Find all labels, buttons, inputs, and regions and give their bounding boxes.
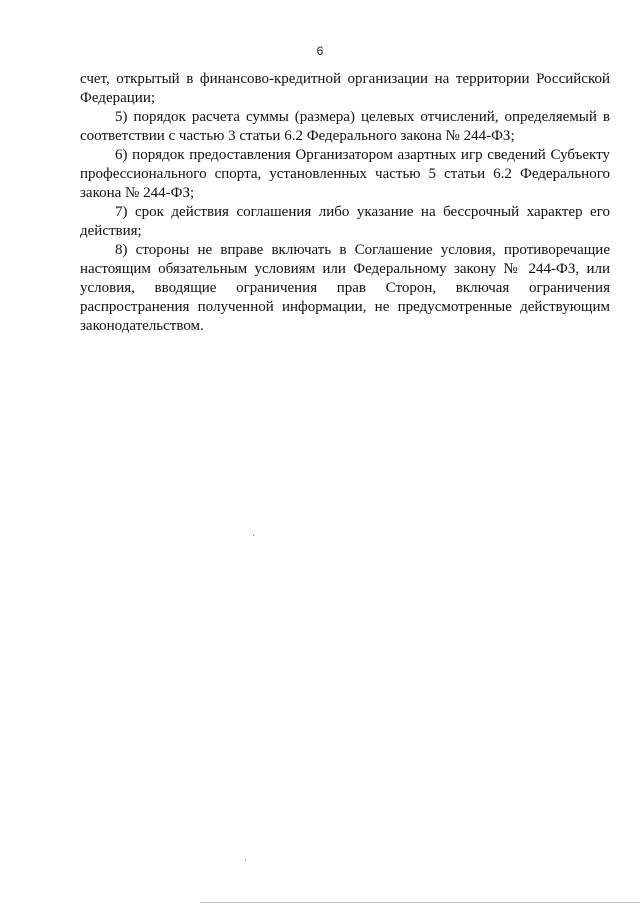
paragraph-item-8: 8) стороны не вправе включать в Соглашение условия, противоречащие настоящим обязательным условиям или Федеральному закону № 244-ФЗ, или условия, вводящие ограничения прав Сторон, включая ограничения распространения полученной информации, не предусмотренные действующим законодательством.: [80, 242, 610, 334]
scan-edge-line: [200, 902, 640, 903]
paragraph-item-7: 7) срок действия соглашения либо указание на бессрочный характер его действия;: [80, 204, 610, 239]
paragraph-item-5: 5) порядок расчета суммы (размера) целевых отчислений, определяемый в соответствии с частью 3 статьи 6.2 Федерального закона № 244-ФЗ;: [80, 109, 610, 144]
paragraph-item-6: 6) порядок предоставления Организатором азартных игр сведений Субъекту профессионального спорта, установленных частью 5 статьи 6.2 Федерального закона № 244-ФЗ;: [80, 147, 610, 201]
document-body: [80, 70, 610, 336]
scan-speck: [253, 535, 254, 536]
page-number: 6: [316, 44, 324, 58]
scan-speck: [245, 860, 246, 861]
paragraph-account: счет, открытый в финансово-кредитной организации на территории Российской Федерации;: [80, 71, 610, 106]
